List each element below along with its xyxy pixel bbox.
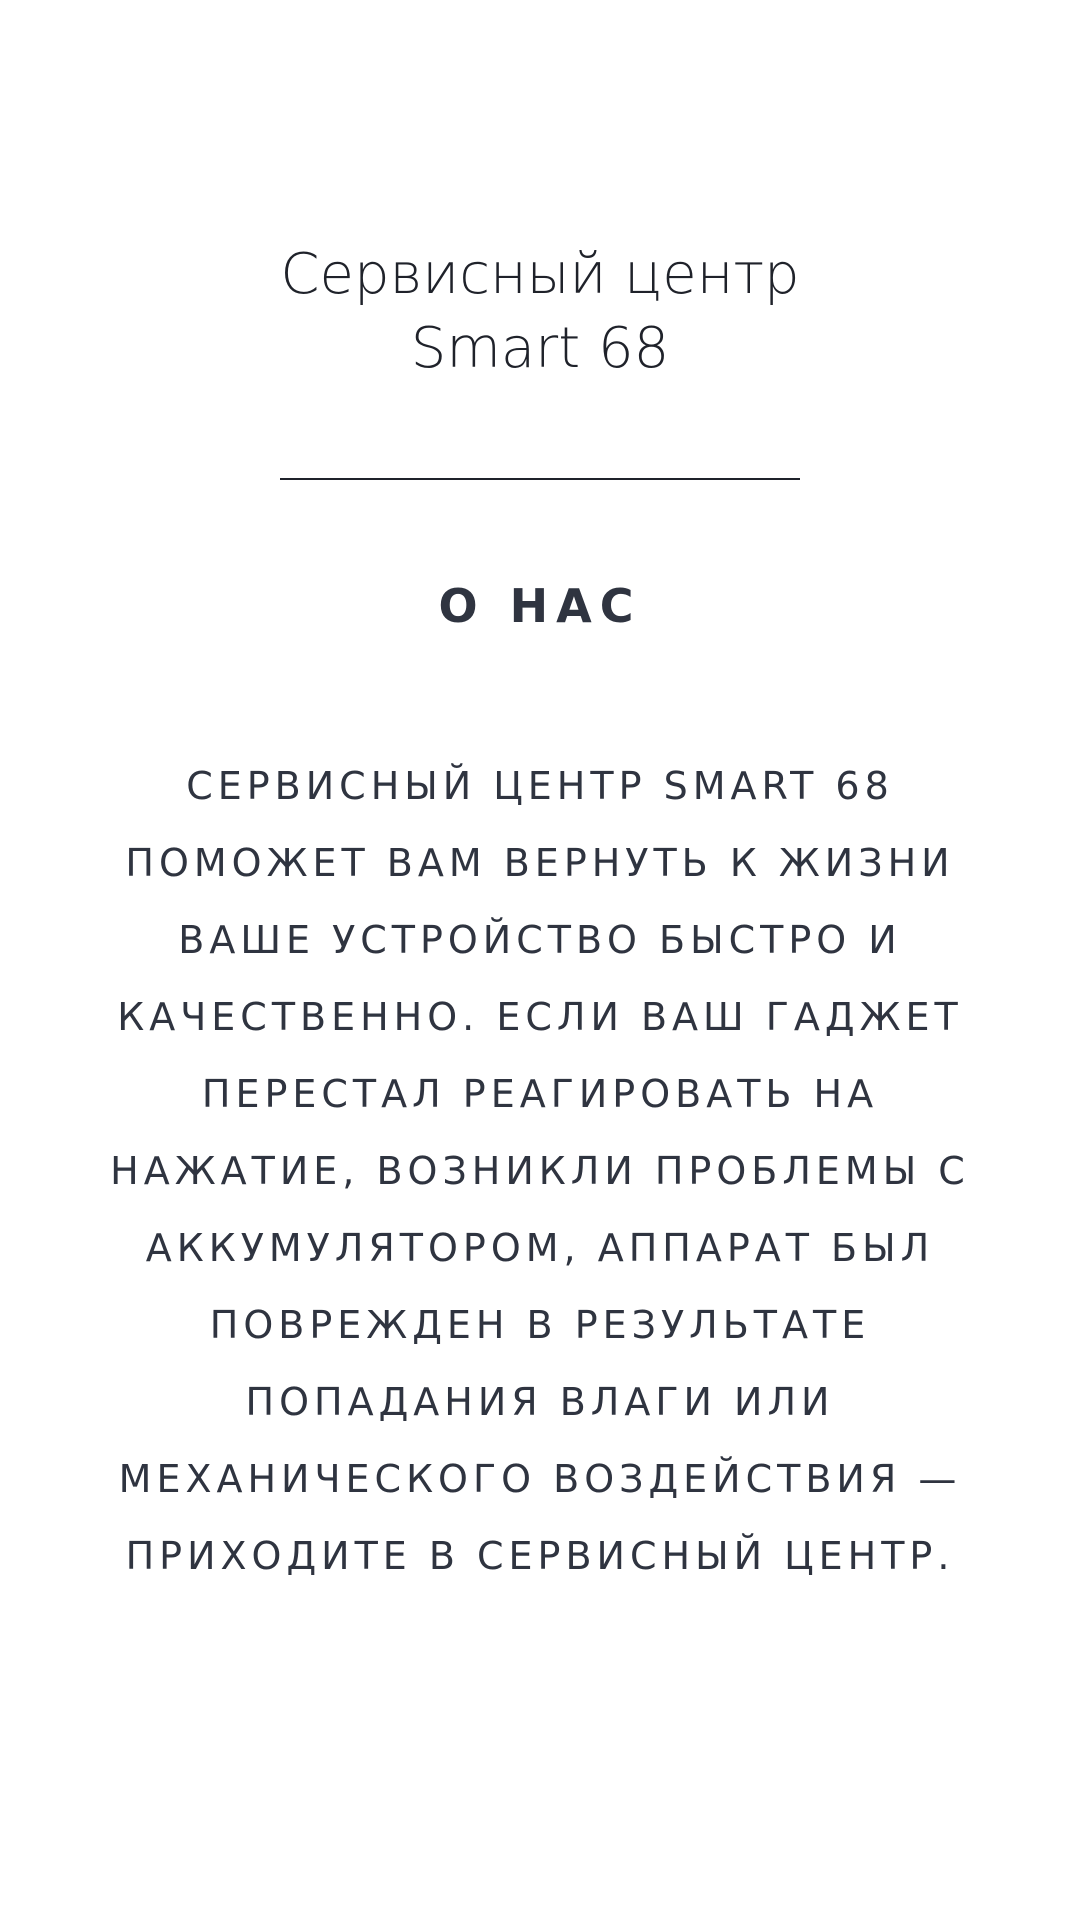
about-description: СЕРВИСНЫЙ ЦЕНТР SMART 68 ПОМОЖЕТ ВАМ ВЕРНУТЬ К ЖИЗНИ ВАШЕ УСТРОЙСТВО БЫСТРО И КАЧЕСТВЕННО. ЕСЛИ ВАШ ГАДЖЕТ ПЕРЕСТАЛ РЕАГИРОВАТЬ НА НАЖАТИЕ, ВОЗНИКЛИ ПРОБЛЕМЫ С АККУМУЛЯТОРОМ, АППАРАТ БЫЛ ПОВРЕЖДЕН В РЕЗУЛЬТАТЕ ПОПАДАНИЯ ВЛАГИ ИЛИ МЕХАНИЧЕСКОГО ВОЗДЕЙСТВИЯ — ПРИХОДИТЕ В СЕРВИСНЫЙ ЦЕНТР.	[110, 764, 970, 1578]
site-title-line-1: Сервисный центр	[280, 241, 800, 307]
about-heading: О НАС	[438, 579, 642, 634]
site-title	[0, 238, 1080, 386]
section-divider	[280, 478, 800, 480]
site-title-line-2: Smart 68	[410, 315, 670, 381]
